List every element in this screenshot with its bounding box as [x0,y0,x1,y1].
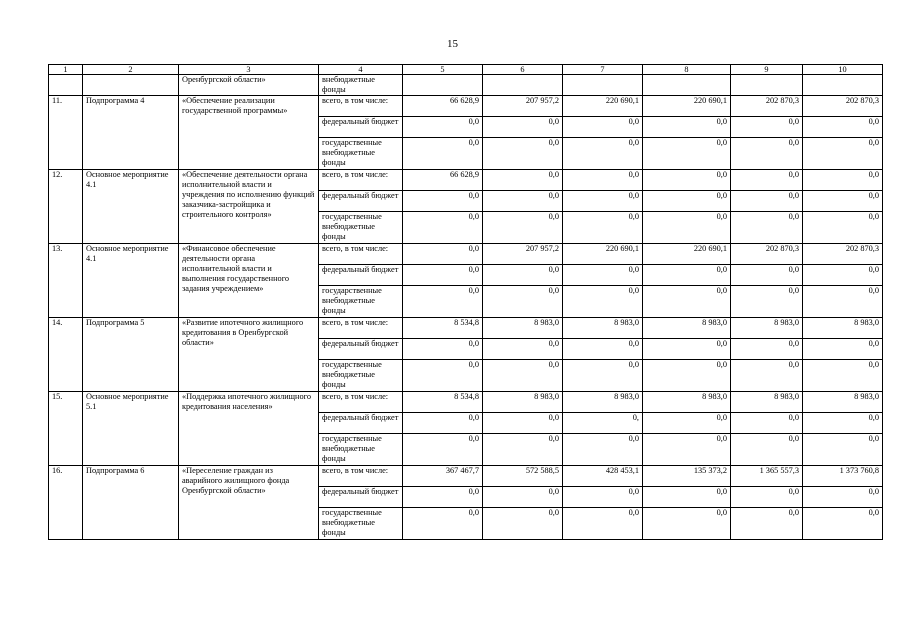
amount-cell: 0,0 [643,286,731,318]
amount-cell: 0,0 [483,360,563,392]
amount-cell: 0,0 [563,508,643,540]
funding-source: государственные внебюджетные фонды [319,360,403,392]
page-number: 15 [447,38,458,50]
amount-cell: 0,0 [643,170,731,191]
cell-empty [49,75,83,96]
amount-cell: 0,0 [643,413,731,434]
program-type: Подпрограмма 5 [83,318,179,392]
amount-cell: 207 957,2 [483,244,563,265]
amount-cell: 0,0 [803,360,883,392]
amount-cell: 0,0 [563,138,643,170]
amount-cell: 0,0 [483,138,563,170]
amount-cell: 8 983,0 [803,318,883,339]
cell-empty [803,75,883,96]
funding-source: государственные внебюджетные фонды [319,212,403,244]
continuation-name: Оренбургской области» [179,75,319,96]
funding-source: всего, в том числе: [319,466,403,487]
column-header: 9 [731,65,803,75]
amount-cell: 0,0 [483,339,563,360]
amount-cell: 0,0 [403,339,483,360]
amount-cell: 66 628,9 [403,170,483,191]
amount-cell: 367 467,7 [403,466,483,487]
amount-cell: 0,0 [731,487,803,508]
column-header: 1 [49,65,83,75]
amount-cell: 0,0 [563,170,643,191]
amount-cell: 0,0 [643,487,731,508]
program-number: 14. [49,318,83,392]
amount-cell: 0,0 [731,508,803,540]
cell-empty [731,75,803,96]
program-name: «Поддержка ипотечного жилищного кредитования населения» [179,392,319,466]
funding-source: всего, в том числе: [319,170,403,191]
program-row [49,318,883,339]
cell-empty [83,75,179,96]
amount-cell: 202 870,3 [803,96,883,117]
amount-cell: 202 870,3 [803,244,883,265]
amount-cell: 0,0 [643,212,731,244]
amount-cell: 0,0 [483,170,563,191]
program-name: «Переселение граждан из аварийного жилищного фонда Оренбургской области» [179,466,319,540]
amount-cell: 8 983,0 [803,392,883,413]
program-number: 16. [49,466,83,540]
program-number: 15. [49,392,83,466]
amount-cell: 0,0 [803,487,883,508]
amount-cell: 0,0 [731,117,803,138]
program-type: Подпрограмма 6 [83,466,179,540]
amount-cell: 572 588,5 [483,466,563,487]
program-name: «Финансовое обеспечение деятельности органа исполнительной власти и выполнения государственного задания учреждением» [179,244,319,318]
amount-cell: 0,0 [563,265,643,286]
funding-source: всего, в том числе: [319,318,403,339]
amount-cell: 0,0 [731,265,803,286]
amount-cell: 135 373,2 [643,466,731,487]
program-number: 11. [49,96,83,170]
amount-cell: 8 983,0 [731,318,803,339]
amount-cell: 202 870,3 [731,96,803,117]
column-header: 3 [179,65,319,75]
amount-cell: 0,0 [731,434,803,466]
amount-cell: 0,0 [803,413,883,434]
column-header: 5 [403,65,483,75]
program-type: Основное мероприятие 4.1 [83,170,179,244]
amount-cell: 0,0 [643,434,731,466]
amount-cell: 8 534,8 [403,392,483,413]
amount-cell: 8 983,0 [483,318,563,339]
amount-cell: 0,0 [403,212,483,244]
amount-cell: 8 983,0 [483,392,563,413]
program-number: 12. [49,170,83,244]
amount-cell: 220 690,1 [643,96,731,117]
amount-cell: 0,0 [483,487,563,508]
amount-cell: 0,0 [403,434,483,466]
column-header: 2 [83,65,179,75]
program-name: «Развитие ипотечного жилищного кредитования в Оренбургской области» [179,318,319,392]
amount-cell: 0,0 [803,434,883,466]
amount-cell: 0,0 [563,360,643,392]
amount-cell: 0,0 [803,191,883,212]
program-row [49,466,883,487]
funding-source: государственные внебюджетные фонды [319,138,403,170]
program-name: «Обеспечение деятельности органа исполнительной власти и учреждения по исполнению функций заказчика-застройщика и строительного контроля» [179,170,319,244]
table-body [49,65,883,540]
funding-source: федеральный бюджет [319,487,403,508]
amount-cell: 0, [563,413,643,434]
program-row [49,170,883,191]
amount-cell: 0,0 [731,286,803,318]
amount-cell: 8 983,0 [643,392,731,413]
amount-cell: 1 365 557,3 [731,466,803,487]
cell-empty [643,75,731,96]
program-name: «Обеспечение реализации государственной программы» [179,96,319,170]
amount-cell: 8 983,0 [563,392,643,413]
amount-cell: 0,0 [563,191,643,212]
column-header: 8 [643,65,731,75]
amount-cell: 0,0 [643,265,731,286]
continuation-row [49,75,883,96]
amount-cell: 0,0 [643,191,731,212]
amount-cell: 0,0 [803,339,883,360]
funding-source: государственные внебюджетные фонды [319,286,403,318]
amount-cell: 8 983,0 [643,318,731,339]
amount-cell: 220 690,1 [563,96,643,117]
amount-cell: 0,0 [563,339,643,360]
amount-cell: 207 957,2 [483,96,563,117]
program-row [49,392,883,413]
funding-source: государственные внебюджетные фонды [319,434,403,466]
amount-cell: 0,0 [731,339,803,360]
amount-cell: 0,0 [403,360,483,392]
cell-empty [563,75,643,96]
amount-cell: 0,0 [803,170,883,191]
amount-cell: 8 983,0 [731,392,803,413]
amount-cell: 0,0 [483,265,563,286]
program-type: Подпрограмма 4 [83,96,179,170]
cell-empty [483,75,563,96]
amount-cell: 0,0 [483,286,563,318]
amount-cell: 0,0 [403,413,483,434]
continuation-funding: внебюджетные фонды [319,75,403,96]
amount-cell: 0,0 [483,212,563,244]
amount-cell: 0,0 [563,434,643,466]
funding-source: федеральный бюджет [319,265,403,286]
amount-cell: 0,0 [731,170,803,191]
amount-cell: 0,0 [731,212,803,244]
amount-cell: 0,0 [563,117,643,138]
amount-cell: 220 690,1 [563,244,643,265]
funding-source: всего, в том числе: [319,244,403,265]
amount-cell: 0,0 [563,487,643,508]
program-number: 13. [49,244,83,318]
amount-cell: 0,0 [403,244,483,265]
funding-source: федеральный бюджет [319,339,403,360]
amount-cell: 202 870,3 [731,244,803,265]
column-header: 10 [803,65,883,75]
amount-cell: 0,0 [563,286,643,318]
amount-cell: 0,0 [483,191,563,212]
amount-cell: 0,0 [403,508,483,540]
amount-cell: 0,0 [403,191,483,212]
amount-cell: 0,0 [403,487,483,508]
amount-cell: 8 983,0 [563,318,643,339]
amount-cell: 220 690,1 [643,244,731,265]
funding-source: государственные внебюджетные фонды [319,508,403,540]
amount-cell: 0,0 [483,117,563,138]
amount-cell: 428 453,1 [563,466,643,487]
funding-source: всего, в том числе: [319,96,403,117]
amount-cell: 0,0 [731,138,803,170]
amount-cell: 0,0 [731,360,803,392]
column-header-row [49,65,883,75]
program-type: Основное мероприятие 5.1 [83,392,179,466]
amount-cell: 66 628,9 [403,96,483,117]
amount-cell: 0,0 [803,138,883,170]
amount-cell: 0,0 [643,138,731,170]
amount-cell: 0,0 [483,434,563,466]
amount-cell: 0,0 [731,191,803,212]
column-header: 6 [483,65,563,75]
funding-source: федеральный бюджет [319,413,403,434]
funding-source: федеральный бюджет [319,117,403,138]
amount-cell: 8 534,8 [403,318,483,339]
amount-cell: 0,0 [803,508,883,540]
amount-cell: 0,0 [643,117,731,138]
budget-table [48,64,883,540]
amount-cell: 0,0 [403,286,483,318]
column-header: 4 [319,65,403,75]
amount-cell: 0,0 [403,265,483,286]
program-row [49,244,883,265]
amount-cell: 0,0 [563,212,643,244]
amount-cell: 0,0 [803,117,883,138]
amount-cell: 0,0 [403,138,483,170]
amount-cell: 0,0 [483,413,563,434]
amount-cell: 0,0 [803,212,883,244]
cell-empty [403,75,483,96]
amount-cell: 0,0 [643,339,731,360]
funding-source: федеральный бюджет [319,191,403,212]
amount-cell: 0,0 [643,360,731,392]
amount-cell: 0,0 [403,117,483,138]
amount-cell: 0,0 [803,286,883,318]
amount-cell: 0,0 [803,265,883,286]
program-type: Основное мероприятие 4.1 [83,244,179,318]
amount-cell: 1 373 760,8 [803,466,883,487]
amount-cell: 0,0 [731,413,803,434]
column-header: 7 [563,65,643,75]
funding-source: всего, в том числе: [319,392,403,413]
amount-cell: 0,0 [483,508,563,540]
program-row [49,96,883,117]
amount-cell: 0,0 [643,508,731,540]
